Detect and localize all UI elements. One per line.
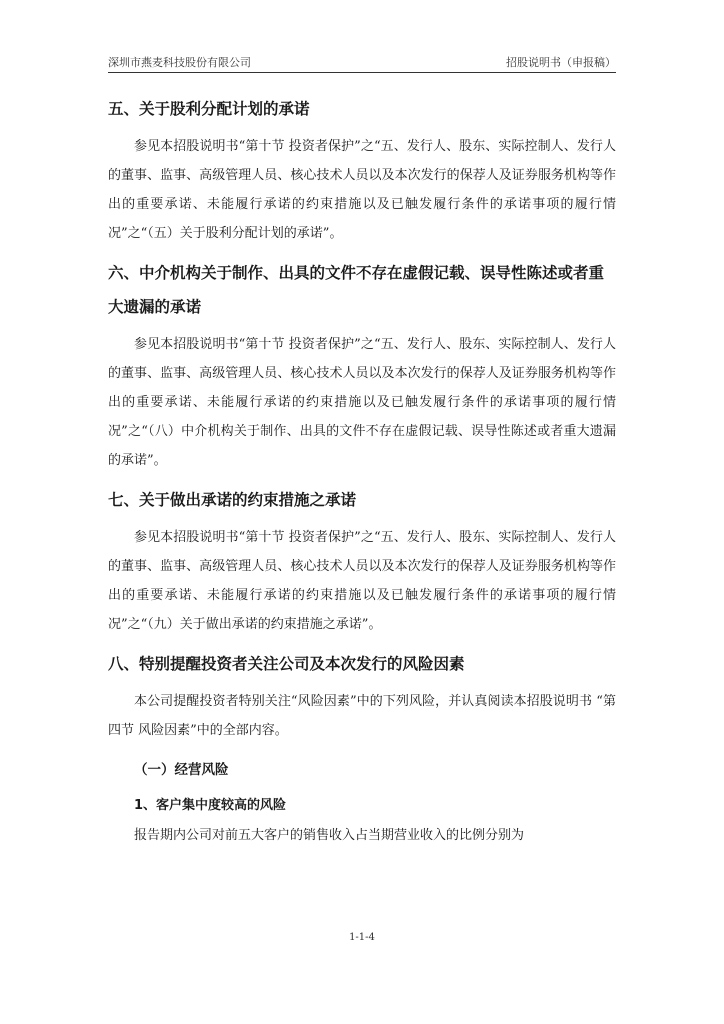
header-document-title: 招股说明书（申报稿） (506, 56, 616, 69)
section-heading-5: 五、关于股利分配计划的承诺 (108, 100, 310, 118)
subsection-heading-customer-concentration: 1、客户集中度较高的风险 (134, 798, 287, 813)
section-heading-7: 七、关于做出承诺的约束措施之承诺 (108, 491, 357, 509)
page-number: 1-1-4 (349, 932, 375, 943)
section-body-8: 本公司提醒投资者特别关注“风险因素”中的下列风险，并认真阅读本招股说明书 “第四节 风险因素”中的全部内容。 (108, 694, 616, 738)
subsection-body-customer-concentration: 报告期内公司对前五大客户的销售收入占当期营业收入的比例分别为 (134, 828, 525, 843)
header-company-name: 深圳市燕麦科技股份有限公司 (108, 56, 251, 69)
section-body-7: 参见本招股说明书“第十节 投资者保护”之“五、发行人、股东、实际控制人、发行人的董事、监事、高级管理人员、核心技术人员以及本次发行的保荐人及证券服务机构等作出的重要承诺、未能履行承诺的约束措施以及已触发履行条件的承诺事项的履行情况”之“（九）关于做出承诺的约束措施之承诺”。 (108, 530, 616, 632)
page-header (108, 50, 616, 73)
section-body-5: 参见本招股说明书“第十节 投资者保护”之“五、发行人、股东、实际控制人、发行人的董事、监事、高级管理人员、核心技术人员以及本次发行的保荐人及证券服务机构等作出的重要承诺、未能履行承诺的约束措施以及已触发履行条件的承诺事项的履行情况”之“（五）关于股利分配计划的承诺”。 (108, 139, 616, 241)
section-heading-8: 八、特别提醒投资者关注公司及本次发行的风险因素 (108, 655, 465, 673)
section-body-6: 参见本招股说明书“第十节 投资者保护”之“五、发行人、股东、实际控制人、发行人的董事、监事、高级管理人员、核心技术人员以及本次发行的保荐人及证券服务机构等作出的重要承诺、未能履行承诺的约束措施以及已触发履行条件的承诺事项的履行情况”之“（八）中介机构关于制作、出具的文件不存在虚假记载、误导性陈述或者重大遗漏的承诺”。 (108, 337, 616, 468)
page-content (108, 90, 616, 850)
subsection-heading-operating-risk: （一）经营风险 (134, 762, 229, 778)
section-heading-6: 六、中介机构关于制作、出具的文件不存在虚假记载、误导性陈述或者重大遗漏的承诺 (108, 264, 605, 316)
